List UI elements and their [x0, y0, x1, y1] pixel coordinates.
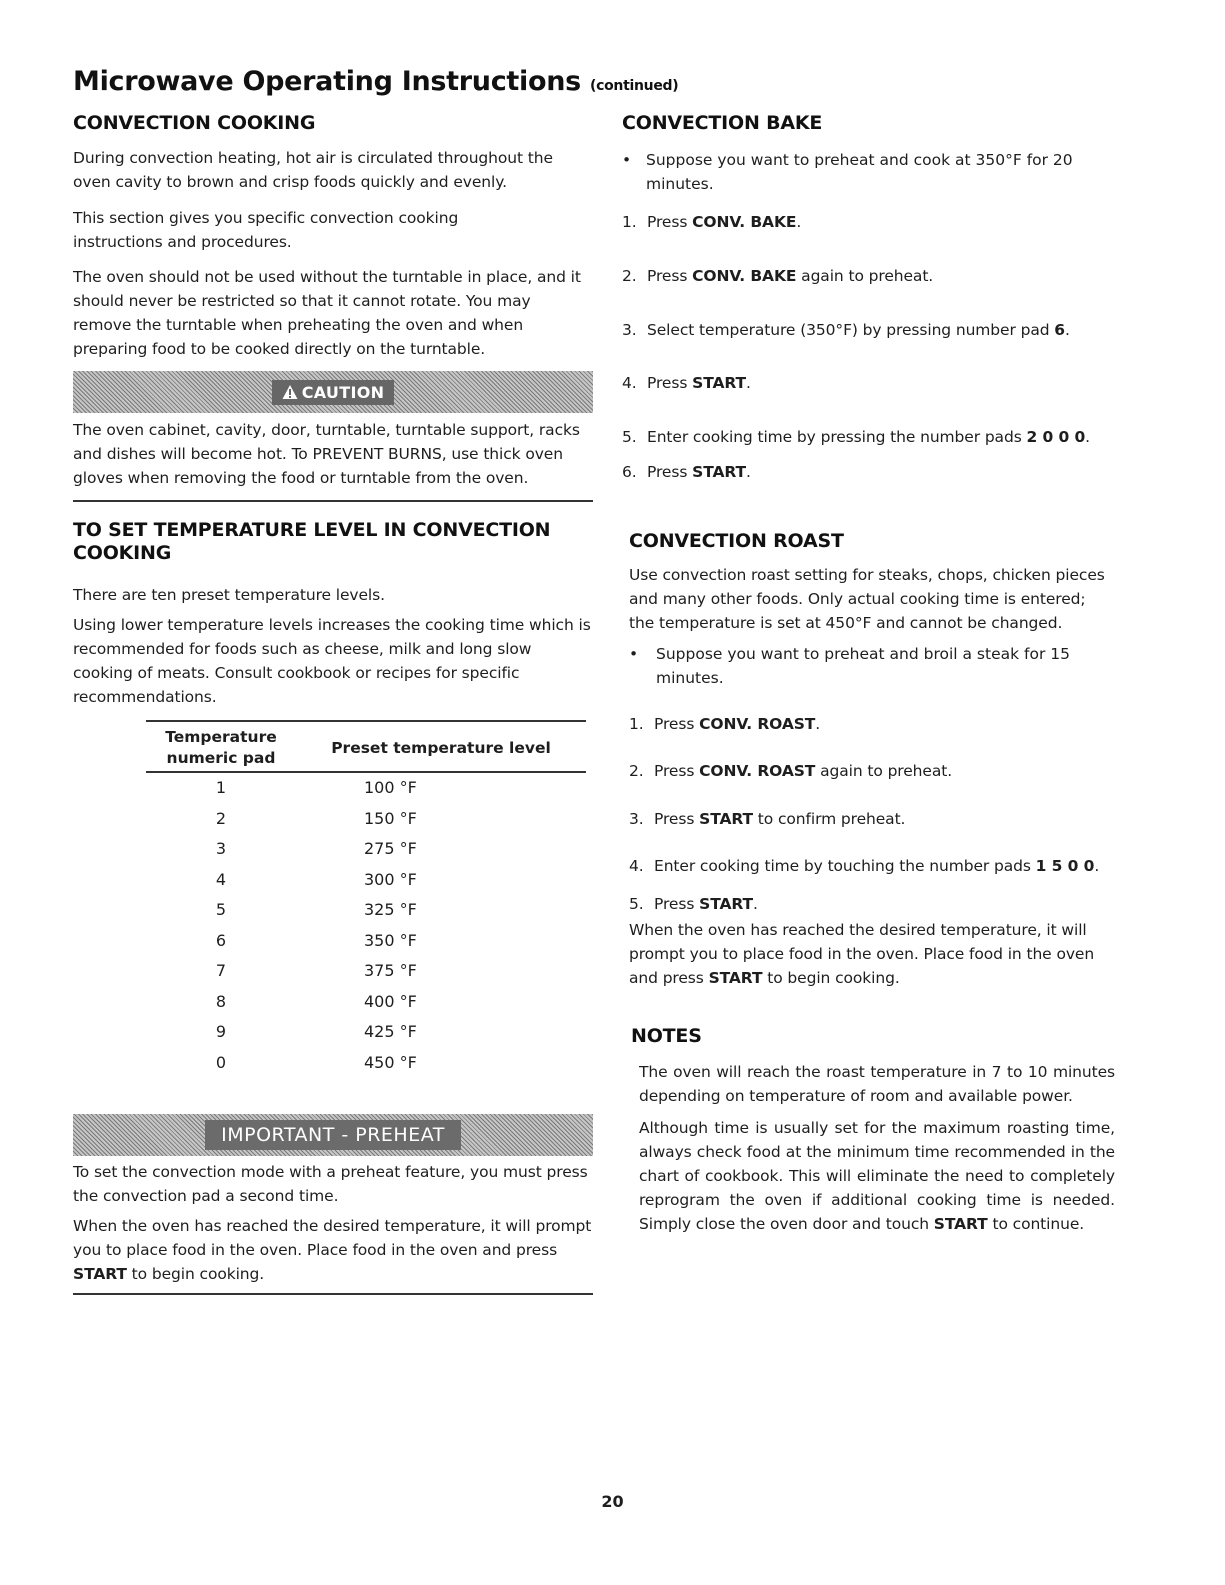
page-title	[73, 66, 678, 97]
level-value: 400 °F	[364, 991, 417, 1011]
pad-value: 8	[215, 991, 227, 1011]
caution-banner	[73, 371, 593, 413]
table-row	[146, 926, 586, 957]
level-value: 425 °F	[364, 1022, 417, 1041]
pad-value: 9	[215, 1022, 227, 1041]
preheat-label: IMPORTANT - PREHEAT	[205, 1120, 461, 1150]
divider	[73, 500, 593, 502]
table-row	[146, 1048, 586, 1079]
preheat-instructions: To set the convection mode with a preheat feature, you must press the convection pad a second time.	[73, 1163, 588, 1205]
table-row	[146, 895, 586, 926]
convection-roast-heading: CONVECTION ROAST	[629, 530, 844, 552]
caution-label-box	[272, 380, 395, 405]
table-row	[146, 1017, 586, 1048]
list-item: 5. Press START.	[629, 895, 758, 913]
list-item: 1. Press CONV. BAKE.	[622, 213, 802, 231]
table-row	[146, 834, 586, 865]
convection-bake-heading: CONVECTION BAKE	[622, 112, 823, 134]
list-item: 1. Press CONV. ROAST.	[629, 715, 821, 733]
convection-cooking-intro: During convection heating, hot air is circulated throughout the oven cavity to brown and crisp foods quickly and evenly.	[73, 149, 553, 191]
table-row	[146, 804, 586, 835]
bake-example: • Suppose you want to preheat and cook at 350°F for 20 minutes.	[622, 148, 1122, 196]
caution-label: CAUTION	[301, 382, 385, 402]
list-item: 6. Press START.	[622, 463, 751, 481]
bake-steps	[622, 210, 1162, 484]
preheat-banner	[73, 1114, 593, 1156]
pad-value: 7	[215, 961, 227, 980]
level-value: 375 °F	[364, 961, 417, 980]
col-header-pad: Temperature numeric pad	[165, 728, 277, 767]
list-item: 4. Enter cooking time by touching the number pads 1 5 0 0.	[629, 857, 1100, 875]
title-suffix: (continued)	[590, 78, 679, 94]
pad-value: 3	[215, 839, 227, 858]
bullet-dot: •	[629, 645, 639, 663]
convection-cooking-heading: CONVECTION COOKING	[73, 112, 316, 134]
notes-body	[639, 1060, 1115, 1236]
level-value: 275 °F	[364, 839, 417, 858]
level-value: 150 °F	[364, 808, 417, 828]
roast-steps	[629, 712, 1159, 916]
roast-prompt: When the oven has reached the desired temperature, it will prompt you to place food in the oven. Place food in the oven and press START to begin cooking.	[629, 921, 1095, 987]
notes-heading: NOTES	[631, 1025, 702, 1047]
pad-value: 0	[215, 1052, 227, 1072]
table-row	[146, 772, 586, 804]
notes-roast-time: The oven will reach the roast temperature in 7 to 10 minutes depending on temperature of room and available power.	[639, 1063, 1115, 1105]
warning-icon	[282, 384, 298, 400]
level-value: 450 °F	[364, 1052, 417, 1072]
temperature-table	[146, 720, 586, 1078]
level-value: 350 °F	[364, 930, 417, 950]
list-item: 4. Press START.	[622, 374, 751, 392]
pad-value: 1	[215, 778, 227, 797]
pad-value: 6	[215, 930, 227, 950]
level-value: 300 °F	[364, 869, 417, 889]
caution-text: The oven cabinet, cavity, door, turntable, turntable support, racks and dishes will become hot. To PREVENT BURNS, use thick oven gloves when removing the food or turntable from the oven.	[73, 421, 580, 487]
list-item: 3. Press START to confirm preheat.	[629, 810, 906, 828]
roast-intro: Use convection roast setting for steaks, chops, chicken pieces and many other foods. Only actual cooking time is entered; the temperature is set at 450°F and cannot be changed.	[629, 566, 1105, 632]
preheat-prompt: When the oven has reached the desired temperature, it will prompt you to place food in the oven. Place food in the oven and press START to begin cooking.	[73, 1217, 592, 1283]
temperature-levels-count: There are ten preset temperature levels.	[73, 586, 385, 604]
list-item: 2. Press CONV. BAKE again to preheat.	[622, 267, 934, 285]
temperature-level-heading: TO SET TEMPERATURE LEVEL IN CONVECTION COOKING	[73, 519, 551, 564]
pad-value: 4	[215, 869, 227, 889]
col-header-level: Preset temperature level	[331, 738, 551, 757]
right-column	[622, 112, 1162, 1236]
level-value: 100 °F	[364, 778, 417, 797]
pad-value: 2	[215, 808, 227, 828]
roast-example: • Suppose you want to preheat and broil a steak for 15 minutes.	[629, 642, 1099, 690]
convection-roast-section	[629, 530, 1115, 1236]
title-main: Microwave Operating Instructions	[73, 66, 581, 97]
pad-value: 5	[215, 900, 227, 919]
divider	[73, 1293, 593, 1295]
notes-minimum-time: Although time is usually set for the maximum roasting time, always check food at the minimum time recommended in the chart of cookbook. This will eliminate the need to completely reprogram the oven if additional cooking time is needed. Simply close the oven door and touch START to continue.	[639, 1119, 1115, 1233]
page-number: 20	[601, 1492, 624, 1511]
level-value: 325 °F	[364, 900, 417, 919]
turntable-note: The oven should not be used without the turntable in place, and it should never be restricted so that it cannot rotate. You may remove the turntable when preheating the oven and when preparing food to be cooked directly on the turntable.	[73, 268, 581, 358]
table-row	[146, 865, 586, 896]
left-column	[73, 112, 593, 1295]
list-item: 3. Select temperature (350°F) by pressing number pad 6.	[622, 321, 1070, 339]
table-row	[146, 987, 586, 1018]
list-item: 2. Press CONV. ROAST again to preheat.	[629, 762, 953, 780]
table-header-row	[146, 721, 586, 772]
list-item: 5. Enter cooking time by pressing the number pads 2 0 0 0.	[622, 428, 1090, 446]
table-row	[146, 956, 586, 987]
bullet-dot: •	[622, 151, 632, 169]
temperature-levels-advice: Using lower temperature levels increases the cooking time which is recommended for foods such as cheese, milk and long slow cooking of meats. Consult cookbook or recipes for specific recommendations.	[73, 616, 591, 706]
convection-section-note: This section gives you specific convection cooking instructions and procedures.	[73, 209, 459, 251]
